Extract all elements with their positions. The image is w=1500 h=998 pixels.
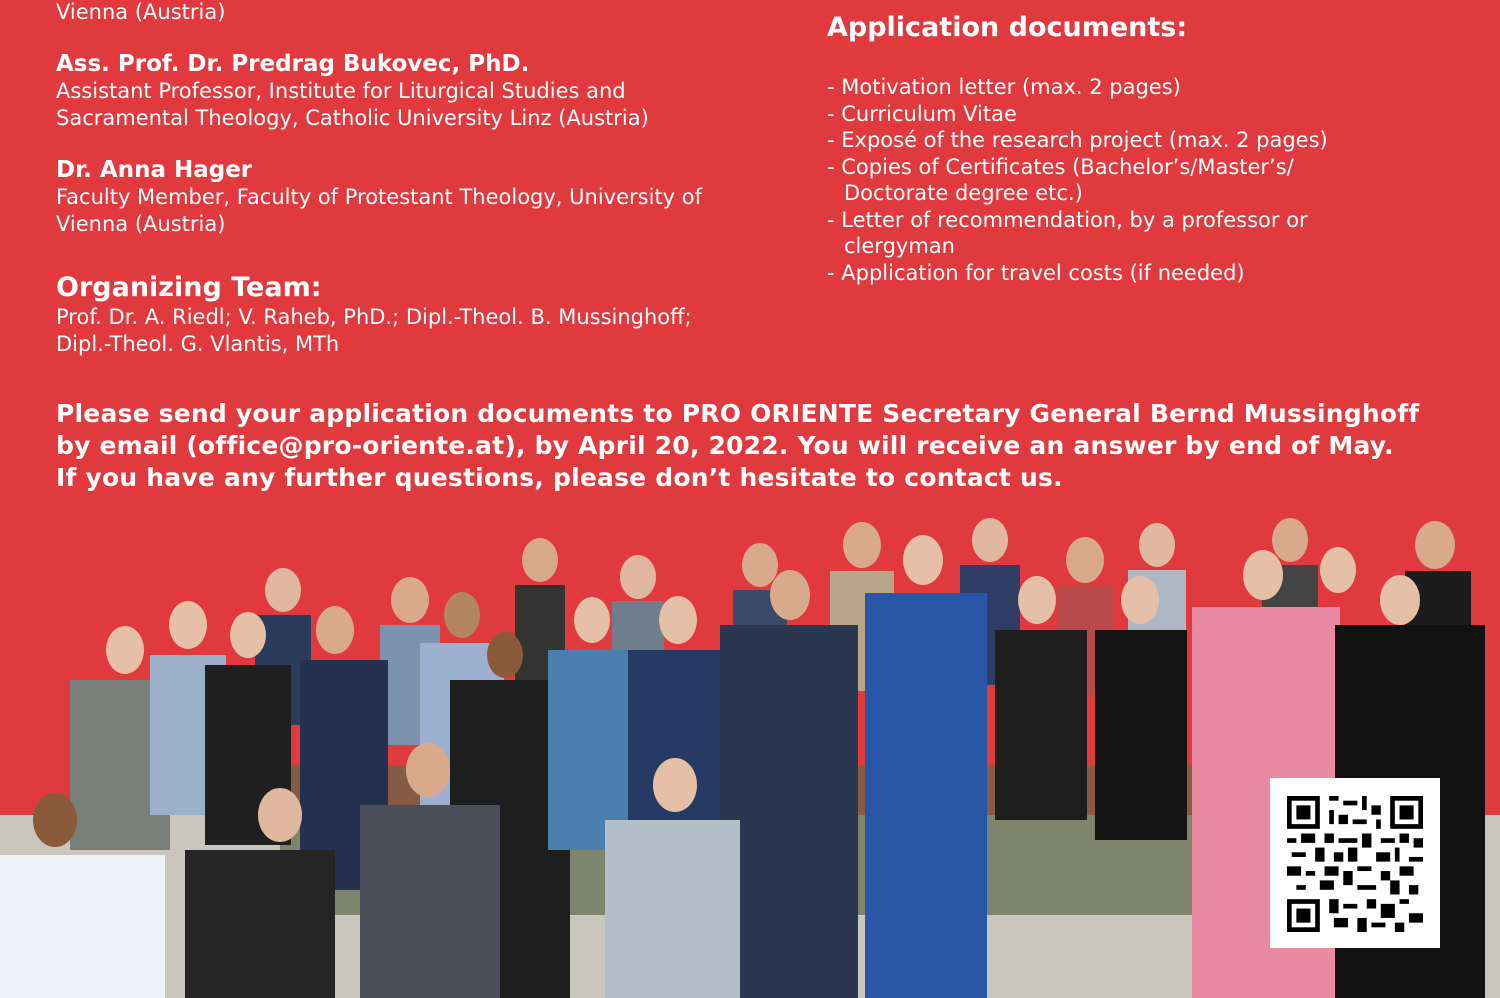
speaker-name: Dr. Anna Hager xyxy=(56,157,253,183)
application-documents-list xyxy=(827,74,1354,286)
list-item: - Letter of recommendation, by a professor or clergyman xyxy=(827,207,1354,260)
list-item: - Motivation letter (max. 2 pages) xyxy=(827,74,1354,101)
notice-line1: Please send your application documents to PRO ORIENTE Secretary General Bernd Mussinghoff xyxy=(56,399,1420,428)
speaker-affiliation-line2: Sacramental Theology, Catholic University Linz (Austria) xyxy=(56,105,649,130)
notice-line2: by email (office@pro-oriente.at), by April 20, 2022. You will receive an answer by end of May. xyxy=(56,431,1394,460)
speaker-affiliation-line2: Vienna (Austria) xyxy=(56,211,226,236)
list-item: - Application for travel costs (if needed) xyxy=(827,260,1354,287)
notice-line3: If you have any further questions, please don’t hesitate to contact us. xyxy=(56,463,1063,492)
list-item: - Copies of Certificates (Bachelor’s/Master’s/ Doctorate degree etc.) xyxy=(827,154,1314,207)
affiliation-line: Vienna (Austria) xyxy=(56,0,226,24)
list-item: - Curriculum Vitae xyxy=(827,101,1354,128)
qr-code[interactable] xyxy=(1270,778,1440,948)
organizing-team-heading: Organizing Team: xyxy=(56,272,322,303)
list-item: - Exposé of the research project (max. 2 pages) xyxy=(827,127,1354,154)
speaker-affiliation-line1: Assistant Professor, Institute for Liturgical Studies and xyxy=(56,79,626,103)
qr-code-icon xyxy=(1287,796,1423,932)
organizing-team-line1: Prof. Dr. A. Riedl; V. Raheb, PhD.; Dipl.-Theol. B. Mussinghoff; xyxy=(56,305,692,329)
application-heading: Application documents: xyxy=(827,12,1188,43)
speaker-name: Ass. Prof. Dr. Predrag Bukovec, PhD. xyxy=(56,51,530,77)
speaker-affiliation-line1: Faculty Member, Faculty of Protestant Theology, University of xyxy=(56,185,703,209)
speaker-block-hager xyxy=(56,156,702,237)
organizing-team-line2: Dipl.-Theol. G. Vlantis, MTh xyxy=(56,331,340,356)
organizing-team-block xyxy=(56,272,692,357)
application-notice xyxy=(56,398,1476,494)
speaker-block-bukovec xyxy=(56,50,649,131)
